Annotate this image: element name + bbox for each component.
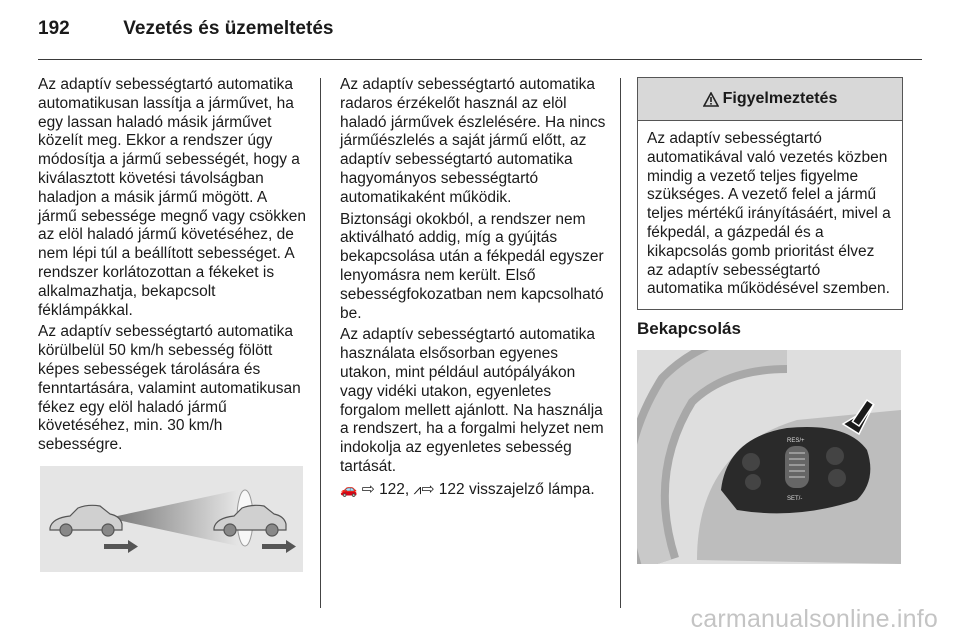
paragraph: Az adaptív sebességtartó automatika használata elsősorban egyenes utakon, mint például autópályákon vagy vidéki utakon, egyenletes forgalom mellett ajánlott. Na használja a rendszert, ha a forgalmi helyzet nem indokolja az egyenletes sebesség tartását. xyxy=(340,326,604,475)
radar-illustration xyxy=(40,466,303,572)
header-rule xyxy=(38,59,922,60)
radar-cars-figure xyxy=(40,466,303,572)
radar-car-icon: ⩘ xyxy=(413,480,422,497)
column-divider xyxy=(620,78,621,608)
steering-wheel-figure xyxy=(637,350,901,564)
reference-line xyxy=(340,480,610,500)
wheel-label-res: RES/+ xyxy=(787,438,805,444)
column-divider xyxy=(320,78,321,608)
column-middle xyxy=(340,76,610,503)
distance-button-icon xyxy=(826,447,844,465)
section-title: Bekapcsolás xyxy=(637,319,741,338)
arrow-ref-icon: ⇨ xyxy=(421,480,435,498)
warning-text: Az adaptív sebességtartó automatikával való vezetés közben mindig a vezető teljes figyelme szükséges. A vezető felel a jármű teljes mértékű irányításáért, mivel a fékpedál, a gázpedál és a kikapcsolás gomb prioritást élvez az adaptív sebességtartó automatika működésével szemben. xyxy=(647,130,891,298)
page-header xyxy=(38,18,333,40)
warning-icon xyxy=(703,92,719,107)
warning-box xyxy=(637,77,903,310)
warning-header xyxy=(638,78,902,121)
reference-tail: visszajelző lámpa. xyxy=(468,480,595,498)
warning-title: Figyelmeztetés xyxy=(722,90,838,107)
cancel-button-icon xyxy=(745,474,761,490)
steering-wheel-photo xyxy=(637,350,901,564)
paragraph: Az adaptív sebességtartó automatika automatikusan lassítja a járművet, ha egy lassan haladó másik járművet közelít meg. Ekkor a rendszer úgy módosítja a jármű sebességét, hogy a kiválasztott követési távolságban haladjon a másik jármű mögött. A jármű sebessége megnő vagy csökken az elöl haladó jármű követéséhez, de nem lépi túl a beállított sebességet. A rendszer korlátozottan a fékeket is alkalmazhatja, bekapcsolt féklámpákkal. xyxy=(38,76,306,319)
car-icon: 🚗 xyxy=(340,480,358,497)
paragraph: Biztonsági okokból, a rendszer nem aktiválható addig, míg a gyújtás bekapcsolása után a fékpedál egyszer lenyomásra nem került. Első sebességfokozatban nem kapcsolható be. xyxy=(340,210,604,322)
arrow-ref-icon: ⇨ xyxy=(361,480,375,498)
gap-button-icon xyxy=(828,469,846,487)
page-number: 192 xyxy=(38,18,70,39)
direction-arrow-icon xyxy=(262,540,296,553)
direction-arrow-icon xyxy=(104,540,138,553)
reference-page: 122, xyxy=(379,480,410,498)
cruise-button-icon xyxy=(742,453,760,471)
column-left xyxy=(38,76,308,458)
watermark: carmanualsonline.info xyxy=(690,605,938,633)
wheel-label-set: SET/- xyxy=(787,496,803,502)
reference-page: 122 xyxy=(438,480,465,498)
own-car-icon xyxy=(50,505,122,536)
paragraph: Az adaptív sebességtartó automatika radaros érzékelőt használ az elöl haladó járművek észlelésére. Ha nincs járműészlelés a saját jármű előtt, az adaptív sebességtartó automatika hagyományos sebességtartó automatikaként működik. xyxy=(340,76,606,206)
page-title: Vezetés és üzemeltetés xyxy=(123,18,334,39)
paragraph: Az adaptív sebességtartó automatika körülbelül 50 km/h sebesség fölött képes sebességek tárolására és fenntartására, valamint automatikusan fékez egy elöl haladó jármű követéséhez, min. 30 km/h sebességre. xyxy=(38,323,301,454)
